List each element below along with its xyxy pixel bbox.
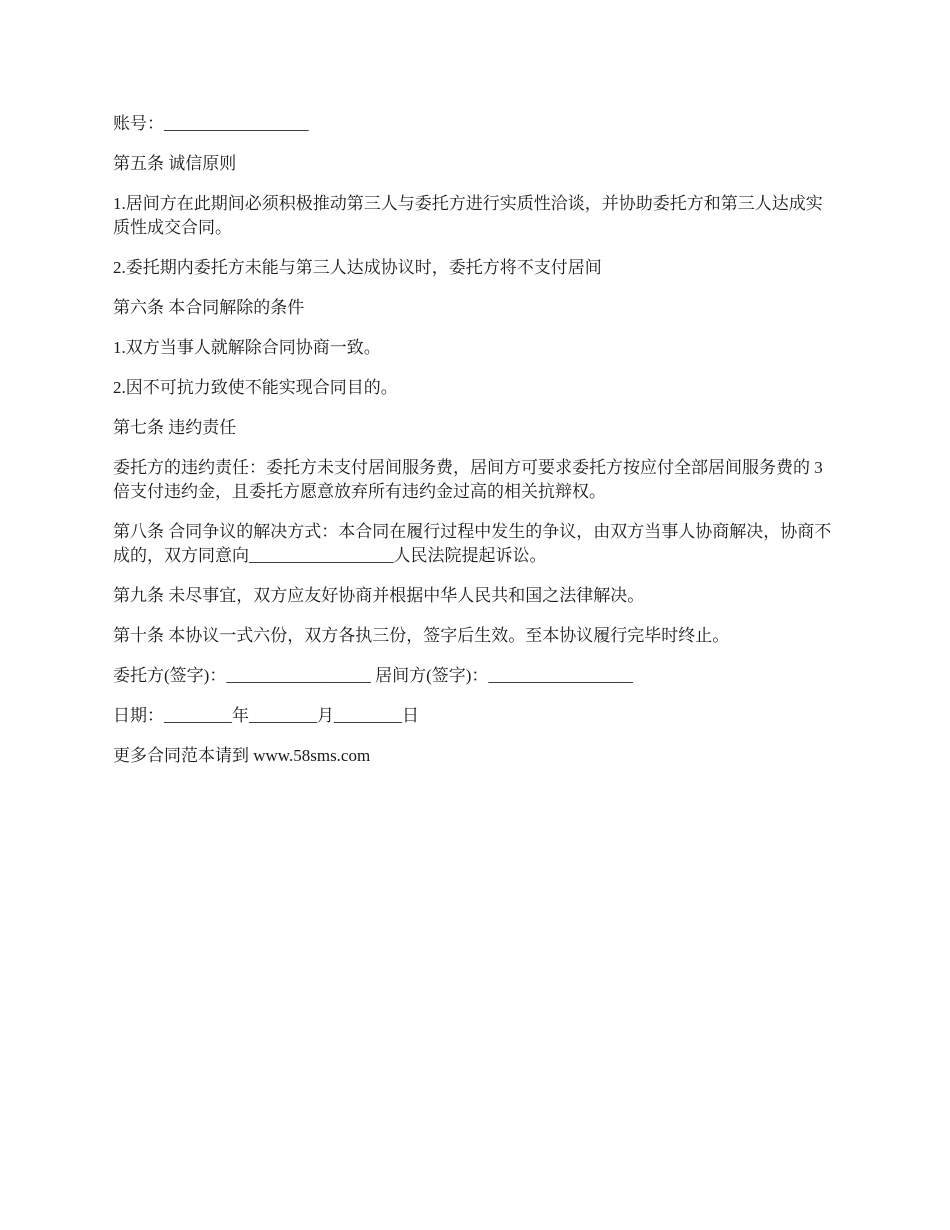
footer-more-templates: 更多合同范本请到 www.58sms.com — [113, 746, 371, 765]
article-5-clause-1: 1.居间方在此期间必须积极推动第三人与委托方进行实质性洽谈，并协助委托方和第三人达成实质性成交合同。 — [113, 194, 823, 237]
article-5-heading: 第五条 诚信原则 — [113, 154, 237, 173]
article-9-clause: 第九条 未尽事宜，双方应友好协商并根据中华人民共和国之法律解决。 — [113, 586, 645, 605]
signature-line: 委托方(签字)：_________________ 居间方(签字)：_________________ — [113, 666, 633, 685]
account-number-line: 账号：_________________ — [113, 114, 309, 133]
article-7-heading: 第七条 违约责任 — [113, 418, 237, 437]
article-10-clause: 第十条 本协议一式六份，双方各执三份，签字后生效。至本协议履行完毕时终止。 — [113, 626, 730, 645]
document-body — [113, 112, 837, 784]
article-5-clause-2: 2.委托期内委托方未能与第三人达成协议时，委托方将不支付居间 — [113, 258, 602, 277]
article-8-clause: 第八条 合同争议的解决方式：本合同在履行过程中发生的争议，由双方当事人协商解决，协商不成的，双方同意向_________________人民法院提起诉讼。 — [113, 522, 832, 565]
article-6-clause-2: 2.因不可抗力致使不能实现合同目的。 — [113, 378, 398, 397]
article-7-clause: 委托方的违约责任：委托方未支付居间服务费，居间方可要求委托方按应付全部居间服务费的 3 倍支付违约金，且委托方愿意放弃所有违约金过高的相关抗辩权。 — [113, 458, 823, 501]
article-6-clause-1: 1.双方当事人就解除合同协商一致。 — [113, 338, 381, 357]
date-line: 日期：________年________月________日 — [113, 706, 419, 725]
article-6-heading: 第六条 本合同解除的条件 — [113, 298, 305, 317]
